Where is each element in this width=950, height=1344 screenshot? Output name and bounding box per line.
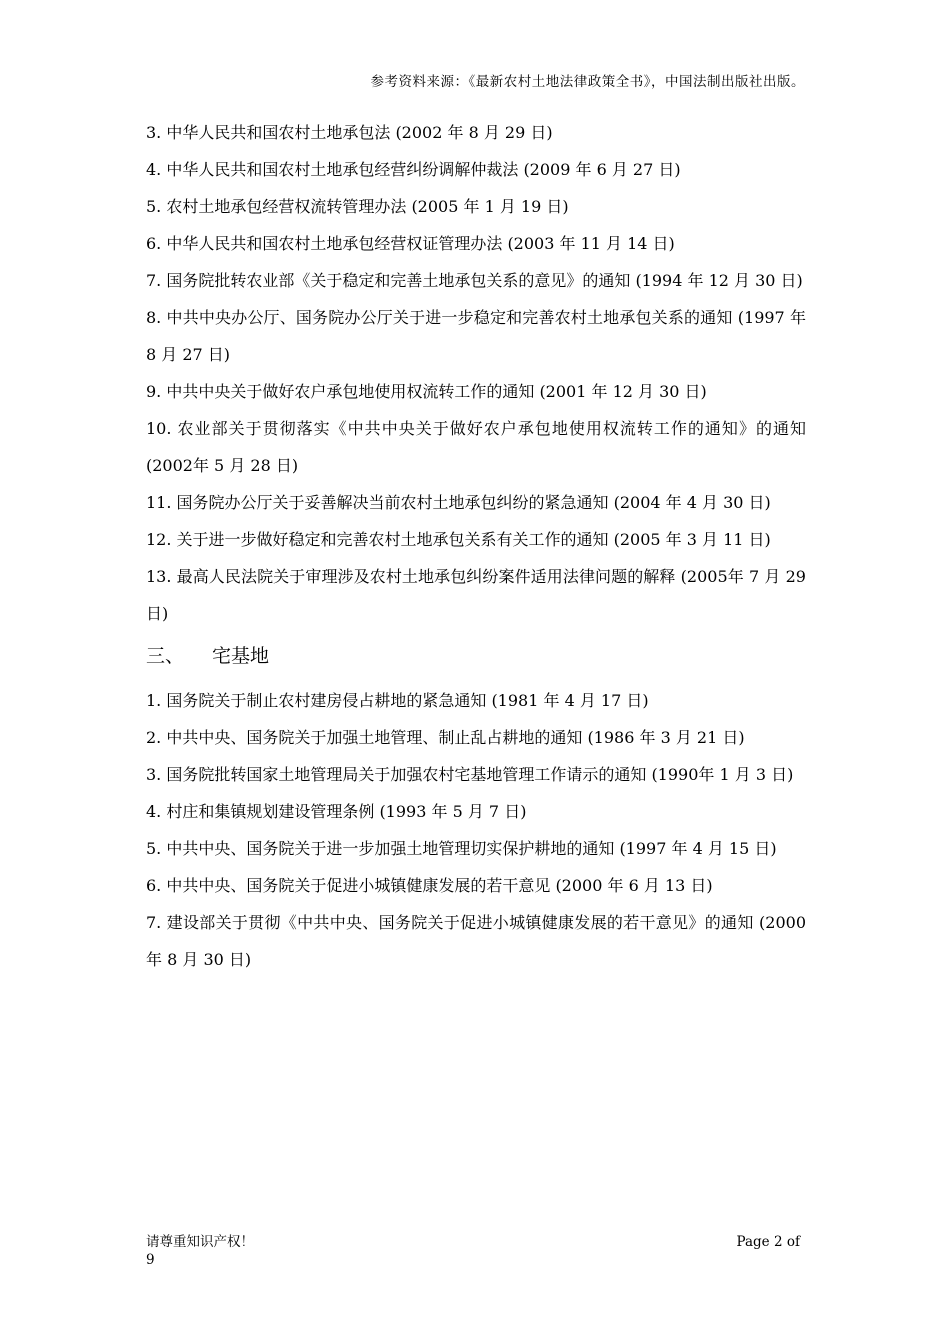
footer-page-indicator (737, 1233, 800, 1251)
list-item: 9. 中共中央关于做好农户承包地使用权流转工作的通知 (2001 年 12 月 30 日) (146, 382, 707, 401)
section-heading (146, 634, 806, 678)
list-item: 5. 农村土地承包经营权流转管理办法 (2005 年 1 月 19 日) (146, 197, 569, 216)
footer-notice-text: 请尊重知识产权！ (146, 1234, 254, 1250)
list-item: 3. 中华人民共和国农村土地承包法 (2002 年 8 月 29 日) (146, 123, 553, 142)
list-item: 3. 国务院批转国家土地管理局关于加强农村宅基地管理工作请示的通知 (1990年 1 月 3 日) (146, 765, 794, 784)
list-item: 4. 村庄和集镇规划建设管理条例 (1993 年 5 月 7 日) (146, 802, 527, 821)
footer-total-pages: 9 (146, 1252, 155, 1268)
list-item: 10. 农业部关于贯彻落实《中共中央关于做好农户承包地使用权流转工作的通知》的通知 (2002年 5 月 28 日) (146, 419, 806, 475)
page-label: Page (736, 1234, 770, 1250)
list-item: 4. 中华人民共和国农村土地承包经营纠纷调解仲裁法 (2009 年 6 月 27 日) (146, 160, 681, 179)
page-of-label: of (786, 1234, 800, 1250)
page-header-source: 参考资料来源：《最新农村土地法律政策全书》，中国法制出版社出版。 (370, 74, 805, 90)
document-body (146, 114, 806, 978)
list-item: 12. 关于进一步做好稳定和完善农村土地承包关系有关工作的通知 (2005 年 3 月 11 日) (146, 530, 771, 549)
list-item: 6. 中华人民共和国农村土地承包经营权证管理办法 (2003 年 11 月 14 日) (146, 234, 675, 253)
list-item: 8. 中共中央办公厅、国务院办公厅关于进一步稳定和完善农村土地承包关系的通知 (1997 年 8 月 27 日) (146, 308, 806, 364)
section-title: 宅基地 (212, 645, 270, 667)
list-item: 2. 中共中央、国务院关于加强土地管理、制止乱占耕地的通知 (1986 年 3 月 21 日) (146, 728, 745, 747)
section-number: 三、 (146, 645, 185, 667)
list-item: 11. 国务院办公厅关于妥善解决当前农村土地承包纠纷的紧急通知 (2004 年 4 月 30 日) (146, 493, 771, 512)
list-item: 13. 最高人民法院关于审理涉及农村土地承包纠纷案件适用法律问题的解释 (2005年 7 月 29 日) (146, 567, 806, 623)
list-item: 5. 中共中央、国务院关于进一步加强土地管理切实保护耕地的通知 (1997 年 4 月 15 日) (146, 839, 777, 858)
page-number: 2 (773, 1234, 783, 1250)
list-item: 7. 国务院批转农业部《关于稳定和完善土地承包关系的意见》的通知 (1994 年 12 月 30 日) (146, 271, 803, 290)
footer-copyright-notice (146, 1233, 254, 1269)
list-item: 6. 中共中央、国务院关于促进小城镇健康发展的若干意见 (2000 年 6 月 13 日) (146, 876, 713, 895)
list-item: 1. 国务院关于制止农村建房侵占耕地的紧急通知 (1981 年 4 月 17 日) (146, 691, 649, 710)
list-item: 7. 建设部关于贯彻《中共中央、国务院关于促进小城镇健康发展的若干意见》的通知 (2000 年 8 月 30 日) (146, 913, 806, 969)
